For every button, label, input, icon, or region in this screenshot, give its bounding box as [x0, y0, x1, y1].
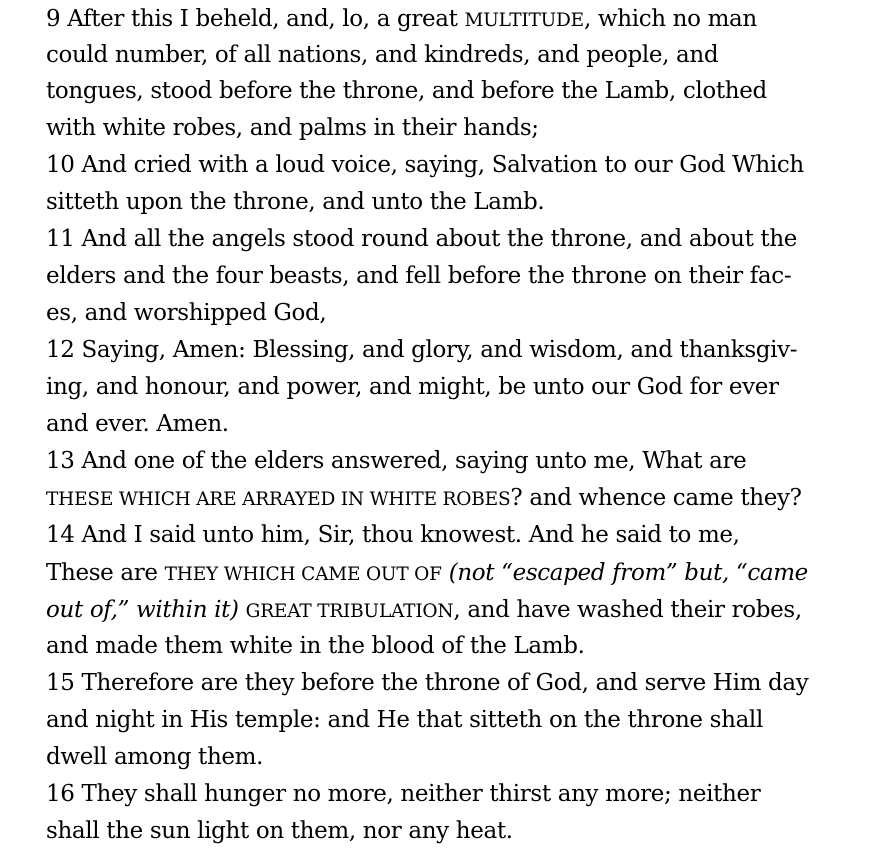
- text-line: [46, 114, 539, 142]
- text-run: tongues, stood before the throne, and before the Lamb, clothed: [46, 78, 767, 104]
- italic-note: (not “escaped from” but, “came: [448, 560, 808, 586]
- text-line: [46, 706, 763, 734]
- text-run: 11 And all the angels stood round about the throne, and about the: [46, 226, 798, 252]
- text-run: 16 They shall hunger no more, neither thirst any more; neither: [46, 781, 761, 807]
- text-run: could number, of all nations, and kindreds, and people, and: [46, 42, 719, 68]
- text-line: [46, 521, 740, 549]
- text-run: 12 Saying, Amen: Blessing, and glory, and wisdom, and thanksgiv-: [46, 337, 798, 363]
- small-caps-phrase: GREAT TRIBULATION: [245, 601, 454, 622]
- text-run: dwell among them.: [46, 744, 264, 770]
- text-run: , which no man: [583, 6, 757, 32]
- small-caps-phrase: MULTITUDE: [464, 10, 584, 31]
- text-run: with white robes, and palms in their hands;: [46, 115, 539, 141]
- italic-note: out of,” within it): [46, 597, 239, 623]
- text-line: [46, 559, 808, 589]
- text-run: 15 Therefore are they before the throne of God, and serve Him day: [46, 670, 809, 696]
- text-line: [46, 336, 797, 364]
- text-line: [46, 817, 513, 845]
- text-run: 10 And cried with a loud voice, saying, Salvation to our God Which: [46, 152, 804, 178]
- text-line: [46, 41, 718, 69]
- text-run: These are: [46, 560, 165, 586]
- text-line: [46, 151, 804, 179]
- text-run: elders and the four beasts, and fell before the throne on their fac-: [46, 263, 792, 289]
- text-run: and ever. Amen.: [46, 411, 229, 437]
- text-run: es, and worshipped God,: [46, 300, 327, 326]
- text-run: and made them white in the blood of the Lamb.: [46, 633, 585, 659]
- text-line: [46, 447, 746, 475]
- text-line: [46, 188, 544, 216]
- text-line: [46, 373, 779, 401]
- text-line: [46, 484, 802, 514]
- text-line: [46, 743, 263, 771]
- text-run: ? and whence came they?: [510, 485, 802, 511]
- text-run: shall the sun light on them, nor any heat.: [46, 818, 513, 844]
- text-run: , and have washed their robes,: [453, 597, 802, 623]
- text-line: [46, 410, 229, 438]
- text-run: [442, 560, 449, 586]
- text-line: [46, 596, 802, 626]
- text-run: sitteth upon the throne, and unto the Lamb.: [46, 189, 545, 215]
- text-line: [46, 5, 757, 35]
- text-line: [46, 299, 326, 327]
- text-line: [46, 632, 585, 660]
- small-caps-phrase: THEY WHICH CAME OUT OF: [164, 564, 442, 585]
- small-caps-phrase: THESE WHICH ARE ARRAYED IN WHITE ROBES: [46, 489, 511, 510]
- text-line: [46, 780, 760, 808]
- text-run: 9 After this I beheld, and, lo, a great: [46, 6, 465, 32]
- text-line: [46, 669, 808, 697]
- text-line: [46, 262, 791, 290]
- text-line: [46, 225, 797, 253]
- text-run: 13 And one of the elders answered, saying unto me, What are: [46, 448, 747, 474]
- text-run: ing, and honour, and power, and might, be unto our God for ever: [46, 374, 779, 400]
- text-run: 14 And I said unto him, Sir, thou knowest. And he said to me,: [46, 522, 740, 548]
- text-run: and night in His temple: and He that sitteth on the throne shall: [46, 707, 763, 733]
- text-line: [46, 77, 767, 105]
- text-run: [239, 597, 246, 623]
